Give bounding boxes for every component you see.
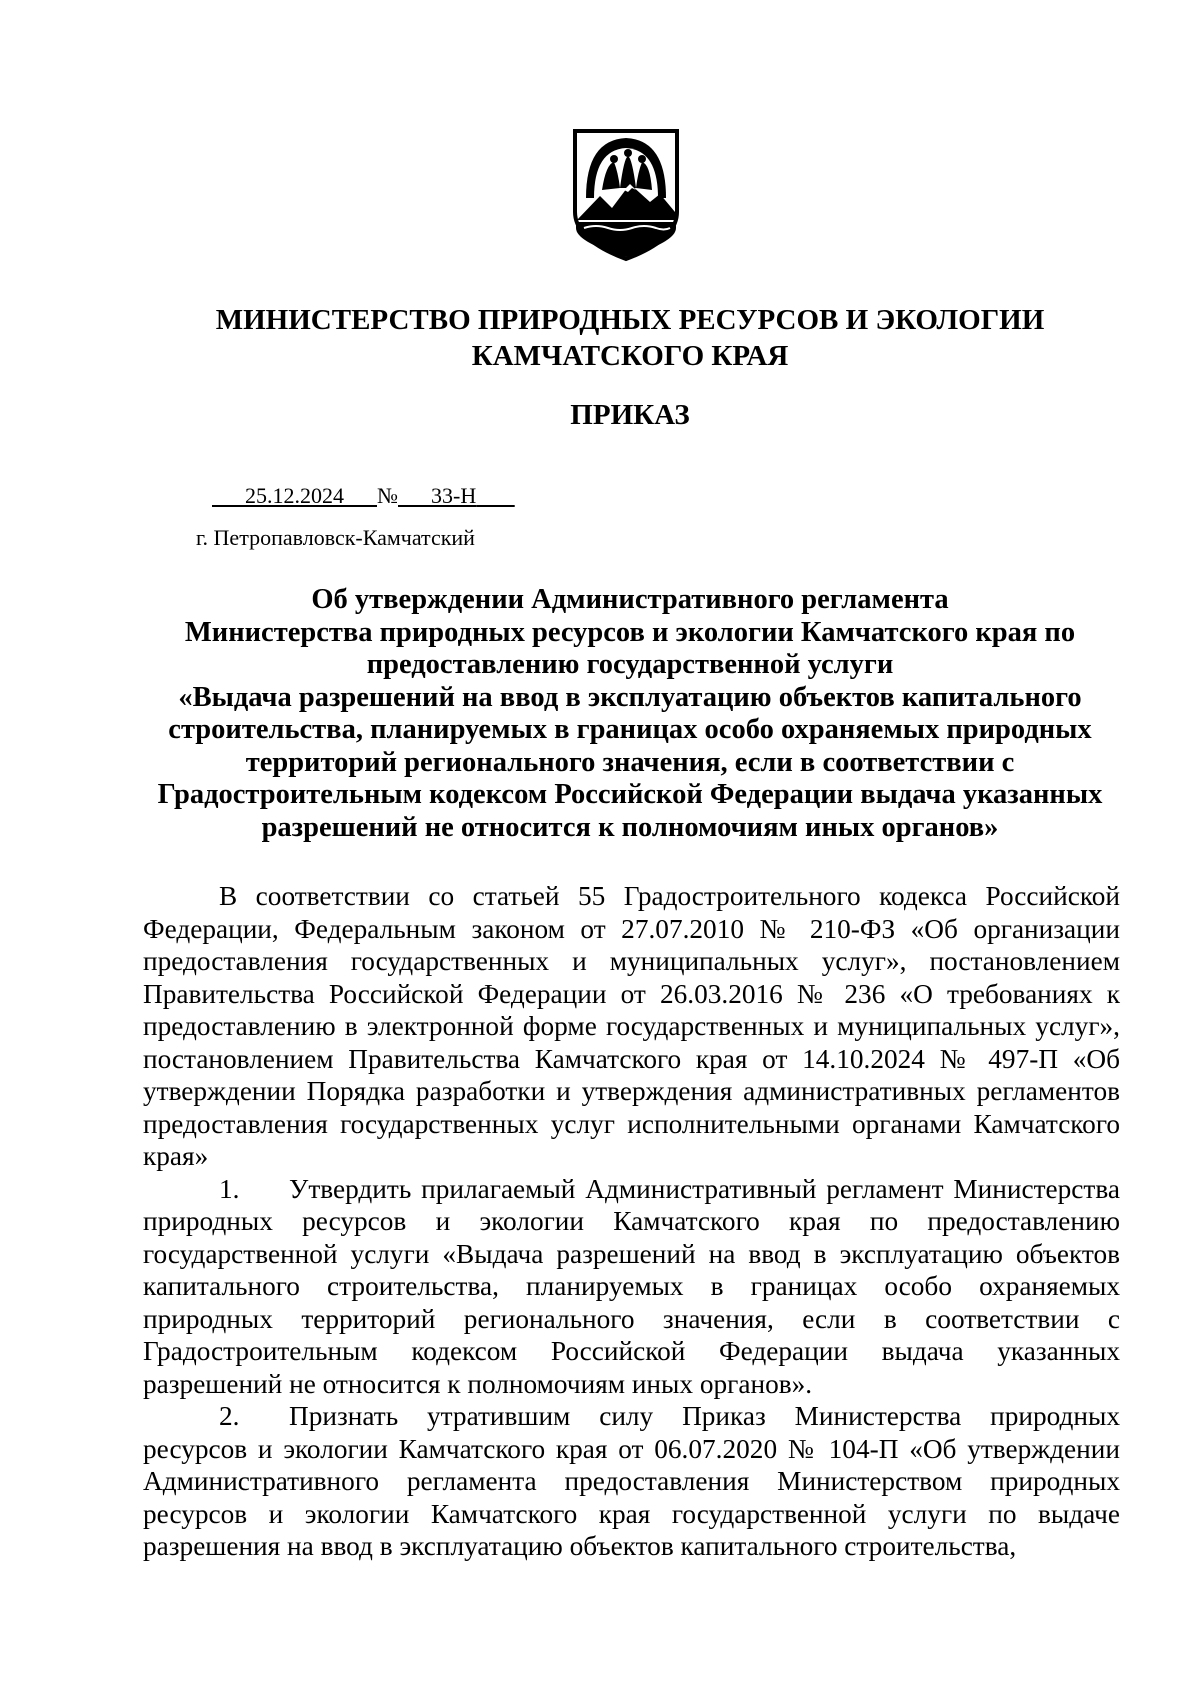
document-type: ПРИКАЗ <box>570 399 690 431</box>
coat-of-arms-emblem <box>572 128 680 262</box>
document-body <box>143 880 1120 1563</box>
item-2-text: Признать утратившим силу Приказ Министерства природных ресурсов и экологии Камчатского края от 06.07.2020 № 104-П «Об утверждении Административного регламента предоставления Министерством природных ресурсов и экологии Камчатского края государственной услуги по выдаче разрешения на ввод в эксплуатацию объектов капитального строительства, <box>143 1401 1120 1561</box>
city: г. Петропавловск-Камчатский <box>196 525 475 550</box>
registration-line <box>212 481 515 511</box>
order-date: 25.12.2024 <box>245 483 344 508</box>
item-1-paragraph <box>143 1173 1120 1401</box>
ministry-line-1: МИНИСТЕРСТВО ПРИРОДНЫХ РЕСУРСОВ И ЭКОЛОГИИ <box>215 304 1045 336</box>
subject-line-3: предоставлению государственной услуги <box>366 649 894 680</box>
number-sign: № <box>377 483 398 508</box>
subject-line-1: Об утверждении Административного регламента <box>311 584 949 615</box>
item-1-text: Утвердить прилагаемый Административный регламент Министерства природных ресурсов и экологии Камчатского края по предоставлению государственной услуги «Выдача разрешений на ввод в эксплуатацию объектов капитального строительства, планируемых в границах особо охраняемых природных территорий регионального значения, если в соответствии с Градостроительным кодексом Российской Федерации выдача указанных разрешений не относится к полномочиям иных органов». <box>143 1173 1120 1399</box>
ministry-name <box>0 302 1200 374</box>
subject-line-4: «Выдача разрешений на ввод в эксплуатацию объектов капитального <box>178 681 1082 713</box>
order-subject <box>130 584 1130 844</box>
subject-line-8: разрешений не относится к полномочиям иных органов» <box>261 811 999 843</box>
subject-line-7: Градостроительным кодексом Российской Федерации выдача указанных <box>157 779 1103 810</box>
order-number: 33-Н <box>431 483 477 508</box>
ministry-line-2: КАМЧАТСКОГО КРАЯ <box>471 340 789 372</box>
preamble-paragraph: В соответствии со статьей 55 Градостроительного кодекса Российской Федерации, Федеральным законом от 27.07.2010 № 210-ФЗ «Об организации предоставления государственных и муниципальных услуг», постановлением Правительства Российской Федерации от 26.03.2016 № 236 «О требованиях к предоставлению в электронной форме государственных и муниципальных услуг», постановлением Правительства Камчатского края от 14.10.2024 № 497-П «Об утверждении Порядка разработки и утверждения административных регламентов предоставления государственных услуг исполнительными органами Камчатского края» <box>143 881 1120 1171</box>
item-1-number: 1. <box>219 1173 240 1204</box>
subject-line-2: Министерства природных ресурсов и экологии Камчатского края по <box>184 616 1076 648</box>
subject-line-6: территорий регионального значения, если в соответствии с <box>245 746 1015 778</box>
subject-line-5: строительства, планируемых в границах особо охраняемых природных <box>168 714 1092 745</box>
item-2-paragraph <box>143 1400 1120 1563</box>
item-2-number: 2. <box>219 1401 240 1431</box>
kamchatka-coat-of-arms-icon <box>572 128 680 262</box>
